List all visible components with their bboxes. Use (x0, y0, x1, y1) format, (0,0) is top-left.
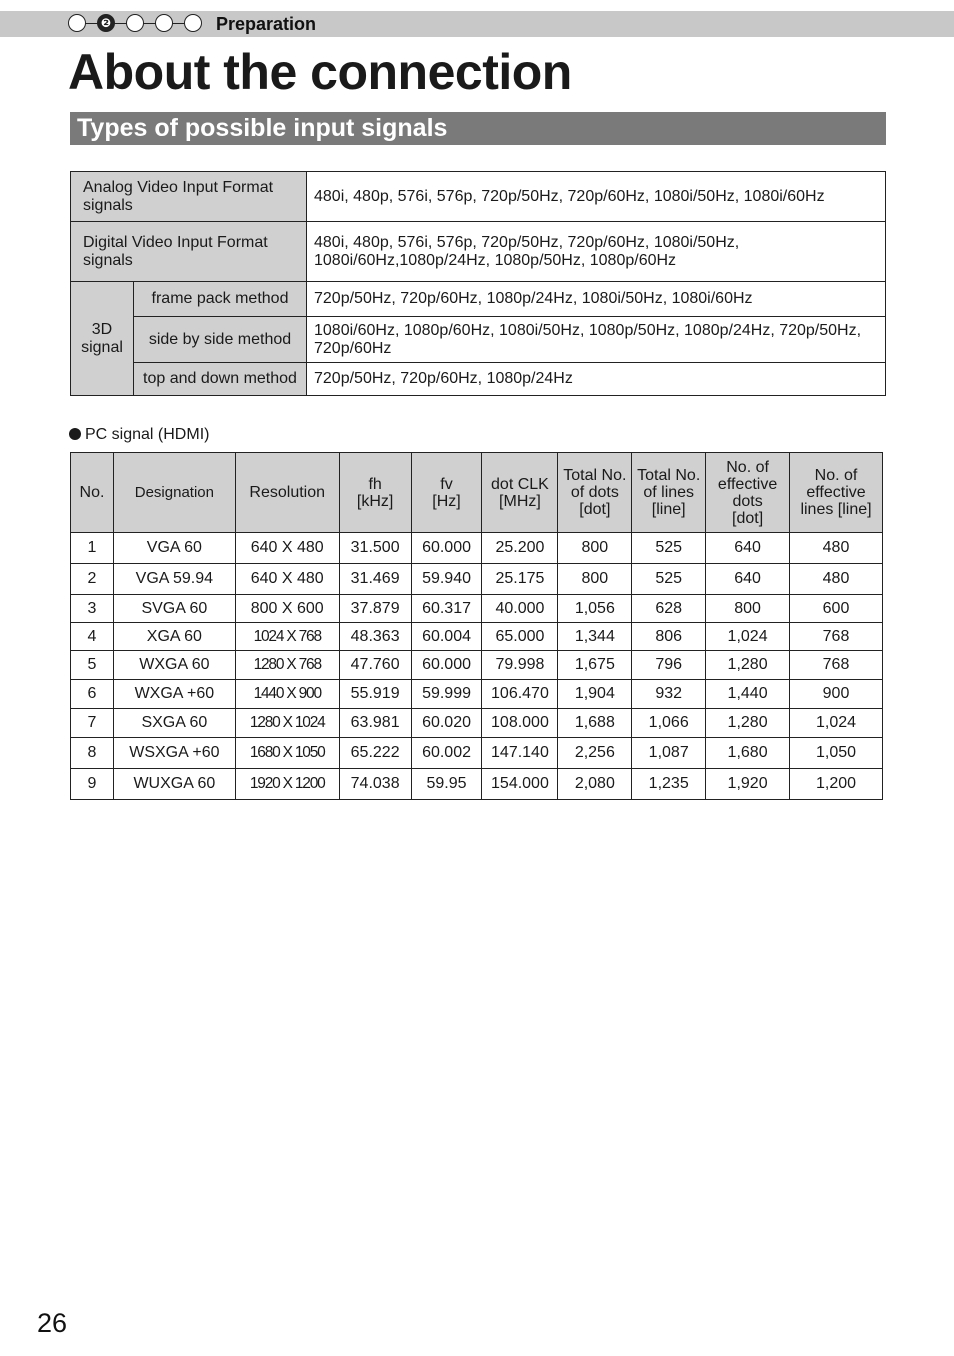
cell-resolution: 1024 X 768 (235, 623, 339, 651)
cell-effective-lines: 768 (790, 651, 883, 680)
cell-fv: 60.004 (411, 623, 482, 651)
header-fh: fh [kHz] (339, 453, 411, 533)
cell-designation: VGA 60 (113, 533, 235, 564)
digital-values: 480i, 480p, 576i, 576p, 720p/50Hz, 720p/60Hz, 1080i/50Hz, 1080i/60Hz,1080p/24Hz, 1080p/50Hz, 1080p/60Hz (307, 222, 886, 282)
step-dot-4 (155, 14, 173, 32)
side-by-side-label: side by side method (134, 317, 307, 363)
table-row (71, 533, 883, 564)
header-total-lines: Total No. of lines [line] (632, 453, 706, 533)
cell-total-lines: 932 (632, 680, 706, 709)
cell-no: 5 (71, 651, 114, 680)
cell-total-lines: 1,235 (632, 769, 706, 800)
cell-effective-dots: 640 (706, 564, 790, 595)
cell-total-dots: 1,056 (558, 595, 632, 623)
cell-effective-lines: 1,024 (790, 709, 883, 738)
cell-fh: 37.879 (339, 595, 411, 623)
cell-designation: XGA 60 (113, 623, 235, 651)
digital-label: Digital Video Input Format signals (71, 222, 307, 282)
table-row (71, 651, 883, 680)
step-indicator (68, 14, 204, 34)
table-row (71, 564, 883, 595)
cell-resolution: 1440 X 900 (235, 680, 339, 709)
table-row (71, 769, 883, 800)
cell-fh: 31.500 (339, 533, 411, 564)
header-effective-lines: No. of effective lines [line] (790, 453, 883, 533)
cell-dot-clk: 106.470 (482, 680, 558, 709)
step-dot-3 (126, 14, 144, 32)
cell-fv: 60.317 (411, 595, 482, 623)
cell-resolution: 800 X 600 (235, 595, 339, 623)
step-dot-5 (184, 14, 202, 32)
cell-designation: VGA 59.94 (113, 564, 235, 595)
table-row (71, 172, 886, 222)
cell-dot-clk: 79.998 (482, 651, 558, 680)
analog-label: Analog Video Input Format signals (71, 172, 307, 222)
cell-designation: SXGA 60 (113, 709, 235, 738)
cell-resolution: 1680 X 1050 (235, 738, 339, 769)
cell-effective-dots: 640 (706, 533, 790, 564)
pc-signal-caption (69, 425, 209, 445)
table-row (71, 680, 883, 709)
page-number: 26 (37, 1308, 68, 1338)
cell-fh: 55.919 (339, 680, 411, 709)
bullet-icon (69, 428, 81, 440)
side-by-side-values: 1080i/60Hz, 1080p/60Hz, 1080i/50Hz, 1080p/50Hz, 1080p/24Hz, 720p/50Hz, 720p/60Hz (307, 317, 886, 363)
cell-dot-clk: 25.200 (482, 533, 558, 564)
cell-fh: 47.760 (339, 651, 411, 680)
cell-effective-lines: 900 (790, 680, 883, 709)
cell-effective-lines: 768 (790, 623, 883, 651)
frame-pack-values: 720p/50Hz, 720p/60Hz, 1080p/24Hz, 1080i/50Hz, 1080i/60Hz (307, 282, 886, 317)
cell-designation: WXGA +60 (113, 680, 235, 709)
cell-fh: 63.981 (339, 709, 411, 738)
step-dot-2-active: ❷ (97, 14, 115, 32)
cell-fv: 60.020 (411, 709, 482, 738)
cell-total-dots: 800 (558, 533, 632, 564)
cell-designation: SVGA 60 (113, 595, 235, 623)
table-row (71, 623, 883, 651)
cell-effective-dots: 1,280 (706, 651, 790, 680)
header-dot-clk: dot CLK [MHz] (482, 453, 558, 533)
cell-dot-clk: 40.000 (482, 595, 558, 623)
cell-effective-dots: 1,440 (706, 680, 790, 709)
table-row (71, 282, 886, 317)
cell-resolution: 640 X 480 (235, 533, 339, 564)
pc-table-body (71, 533, 883, 800)
cell-total-lines: 525 (632, 533, 706, 564)
section-heading: Types of possible input signals (70, 112, 886, 145)
cell-fh: 48.363 (339, 623, 411, 651)
cell-total-lines: 628 (632, 595, 706, 623)
cell-total-lines: 806 (632, 623, 706, 651)
table-row (71, 709, 883, 738)
cell-fv: 59.999 (411, 680, 482, 709)
header-total-dots: Total No. of dots [dot] (558, 453, 632, 533)
cell-effective-lines: 1,200 (790, 769, 883, 800)
cell-designation: WXGA 60 (113, 651, 235, 680)
cell-fv: 60.000 (411, 651, 482, 680)
cell-dot-clk: 147.140 (482, 738, 558, 769)
cell-effective-lines: 480 (790, 564, 883, 595)
cell-total-dots: 1,904 (558, 680, 632, 709)
cell-resolution: 1280 X 1024 (235, 709, 339, 738)
cell-no: 6 (71, 680, 114, 709)
cell-fv: 59.940 (411, 564, 482, 595)
header-designation: Designation (113, 453, 235, 533)
cell-fv: 59.95 (411, 769, 482, 800)
cell-effective-dots: 1,280 (706, 709, 790, 738)
cell-resolution: 640 X 480 (235, 564, 339, 595)
table-row (71, 317, 886, 363)
analog-values: 480i, 480p, 576i, 576p, 720p/50Hz, 720p/60Hz, 1080i/50Hz, 1080i/60Hz (307, 172, 886, 222)
frame-pack-label: frame pack method (134, 282, 307, 317)
header-row (71, 453, 883, 533)
cell-fh: 65.222 (339, 738, 411, 769)
table-row (71, 363, 886, 396)
cell-fh: 31.469 (339, 564, 411, 595)
cell-dot-clk: 65.000 (482, 623, 558, 651)
cell-dot-clk: 25.175 (482, 564, 558, 595)
section-label: Preparation (216, 14, 317, 34)
top-down-values: 720p/50Hz, 720p/60Hz, 1080p/24Hz (307, 363, 886, 396)
cell-dot-clk: 108.000 (482, 709, 558, 738)
header-no: No. (71, 453, 114, 533)
cell-resolution: 1280 X 768 (235, 651, 339, 680)
cell-fh: 74.038 (339, 769, 411, 800)
3d-signal-label: 3D signal (71, 282, 134, 396)
top-down-label: top and down method (134, 363, 307, 396)
cell-total-dots: 1,344 (558, 623, 632, 651)
step-dot-1 (68, 14, 86, 32)
table-row (71, 222, 886, 282)
cell-total-dots: 1,688 (558, 709, 632, 738)
cell-effective-dots: 1,920 (706, 769, 790, 800)
cell-effective-lines: 480 (790, 533, 883, 564)
cell-total-dots: 2,256 (558, 738, 632, 769)
cell-total-lines: 796 (632, 651, 706, 680)
cell-total-dots: 1,675 (558, 651, 632, 680)
cell-total-dots: 2,080 (558, 769, 632, 800)
cell-effective-lines: 600 (790, 595, 883, 623)
cell-effective-dots: 800 (706, 595, 790, 623)
cell-no: 7 (71, 709, 114, 738)
cell-no: 9 (71, 769, 114, 800)
input-signals-table (70, 171, 886, 396)
cell-designation: WUXGA 60 (113, 769, 235, 800)
cell-effective-lines: 1,050 (790, 738, 883, 769)
cell-total-lines: 1,087 (632, 738, 706, 769)
cell-no: 3 (71, 595, 114, 623)
cell-effective-dots: 1,024 (706, 623, 790, 651)
cell-fv: 60.000 (411, 533, 482, 564)
top-header-bar (0, 11, 954, 37)
cell-fv: 60.002 (411, 738, 482, 769)
header-fv: fv [Hz] (411, 453, 482, 533)
cell-effective-dots: 1,680 (706, 738, 790, 769)
cell-total-lines: 1,066 (632, 709, 706, 738)
cell-no: 1 (71, 533, 114, 564)
cell-no: 2 (71, 564, 114, 595)
cell-no: 8 (71, 738, 114, 769)
pc-signal-table (70, 452, 883, 800)
header-effective-dots: No. of effective dots [dot] (706, 453, 790, 533)
cell-designation: WSXGA +60 (113, 738, 235, 769)
cell-total-dots: 800 (558, 564, 632, 595)
cell-no: 4 (71, 623, 114, 651)
table-row (71, 738, 883, 769)
header-resolution: Resolution (235, 453, 339, 533)
cell-resolution: 1920 X 1200 (235, 769, 339, 800)
cell-dot-clk: 154.000 (482, 769, 558, 800)
table-row (71, 595, 883, 623)
page-title: About the connection (68, 44, 572, 100)
pc-signal-caption-text: PC signal (HDMI) (85, 426, 210, 443)
cell-total-lines: 525 (632, 564, 706, 595)
